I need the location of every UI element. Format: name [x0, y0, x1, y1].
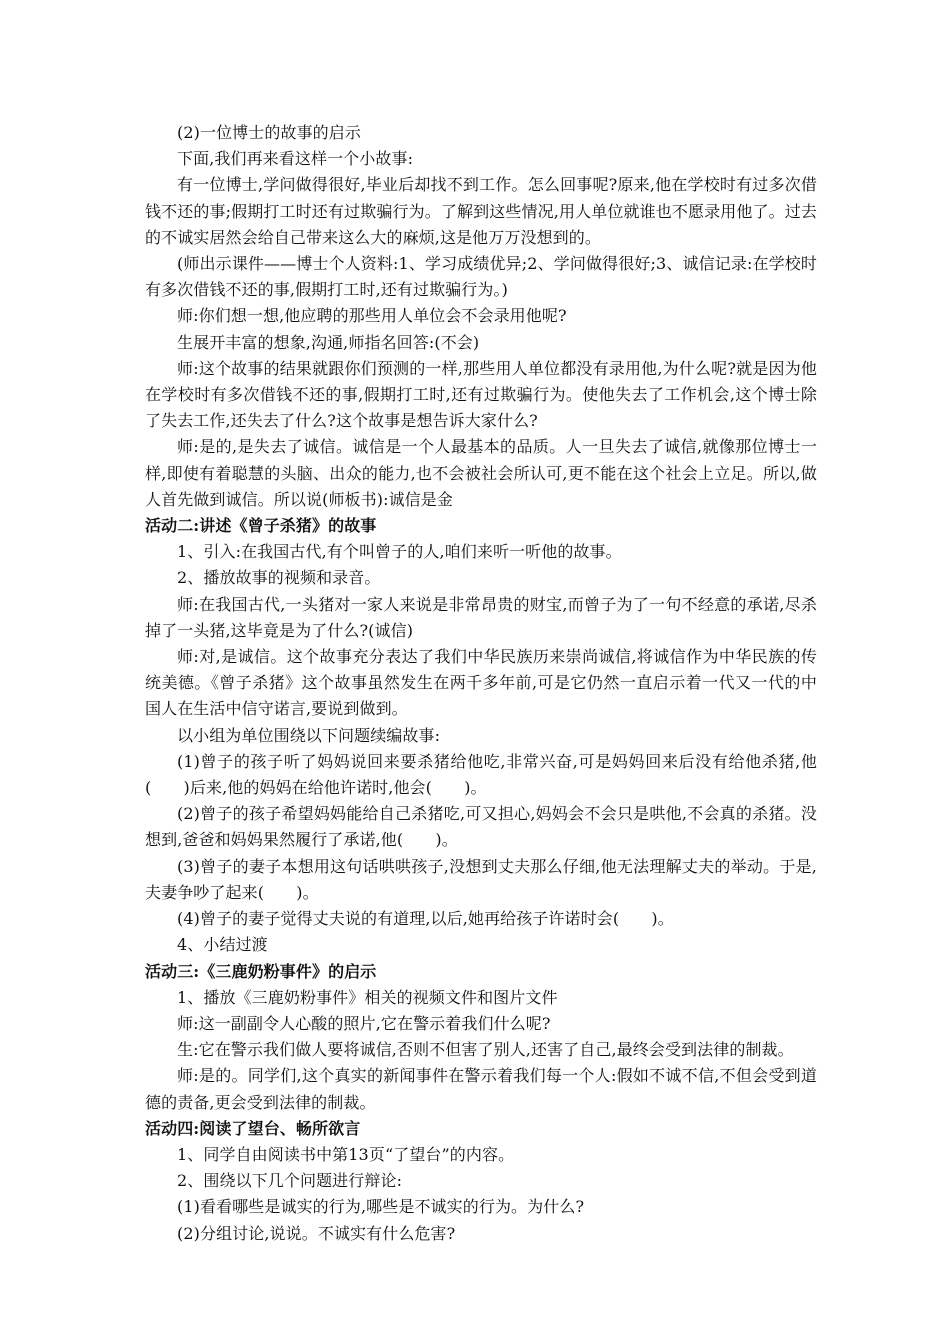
section-heading-activity-2: 活动二:讲述《曾子杀猪》的故事: [145, 516, 377, 536]
paragraph: (4)曾子的妻子觉得丈夫说的有道理,以后,她再给孩子许诺时会( )。: [177, 909, 674, 929]
paragraph: 师:在我国古代,一头猪对一家人来说是非常昂贵的财宝,而曾子为了一句不经意的承诺,尽杀掉了一头猪,这毕竟是为了什么?(诚信): [145, 594, 817, 640]
paragraph: 2、围绕以下几个问题进行辩论:: [177, 1171, 403, 1191]
paragraph: 1、播放《三鹿奶粉事件》相关的视频文件和图片文件: [177, 987, 558, 1007]
section-heading-activity-4: 活动四:阅读了望台、畅所欲言: [145, 1118, 361, 1138]
document-body: [145, 120, 817, 1247]
paragraph: 1、同学自由阅读书中第13页“了望台”的内容。: [177, 1144, 515, 1164]
paragraph: (2)分组讨论,说说。不诚实有什么危害?: [177, 1223, 456, 1243]
paragraph: 师:是的。同学们,这个真实的新闻事件在警示着我们每一个人:假如不诚不信,不但会受到道德的责备,更会受到法律的制裁。: [145, 1066, 817, 1112]
paragraph: (3)曾子的妻子本想用这句话哄哄孩子,没想到丈夫那么仔细,他无法理解丈夫的举动。于是,夫妻争吵了起来( )。: [145, 856, 817, 902]
paragraph: 以小组为单位围绕以下问题续编故事:: [177, 725, 441, 745]
paragraph: 2、播放故事的视频和录音。: [177, 568, 381, 588]
paragraph: 师:你们想一想,他应聘的那些用人单位会不会录用他呢?: [177, 306, 567, 326]
paragraph: 4、小结过渡: [177, 935, 268, 955]
paragraph: 师:这个故事的结果就跟你们预测的一样,那些用人单位都没有录用他,为什么呢?就是因为他在学校时有多次借钱不还的事,假期打工时,还有过欺骗行为。使他失去了工作机会,这个博士除了失去工作,还失去了什么?这个故事是想告诉大家什么?: [145, 358, 817, 431]
paragraph: (1)曾子的孩子听了妈妈说回来要杀猪给他吃,非常兴奋,可是妈妈回来后没有给他杀猪,他( )后来,他的妈妈在给他许诺时,他会( )。: [145, 751, 817, 798]
paragraph: 生展开丰富的想象,沟通,师指名回答:(不会): [177, 332, 480, 352]
paragraph: (2)曾子的孩子希望妈妈能给自己杀猪吃,可又担心,妈妈会不会只是哄他,不会真的杀猪。没想到,爸爸和妈妈果然履行了承诺,他( )。: [145, 804, 817, 850]
paragraph: (师出示课件——博士个人资料:1、学习成绩优异;2、学问做得很好;3、诚信记录:在学校时有多次借钱不还的事,假期打工时,还有过欺骗行为。): [145, 254, 817, 300]
paragraph: 师:是的,是失去了诚信。诚信是一个人最基本的品质。人一旦失去了诚信,就像那位博士一样,即使有着聪慧的头脑、出众的能力,也不会被社会所认可,更不能在这个社会上立足。所以,做人首先做到诚信。所以说(师板书):诚信是金: [145, 437, 817, 509]
paragraph: 生:它在警示我们做人要将诚信,否则不但害了别人,还害了自己,最终会受到法律的制裁。: [177, 1040, 794, 1060]
paragraph: (2)一位博士的故事的启示: [177, 123, 361, 142]
paragraph: (1)看看哪些是诚实的行为,哪些是不诚实的行为。为什么?: [177, 1197, 585, 1217]
section-heading-activity-3: 活动三:《三鹿奶粉事件》的启示: [145, 961, 377, 981]
paragraph: 师:对,是诚信。这个故事充分表达了我们中华民族历来崇尚诚信,将诚信作为中华民族的传统美德。《曾子杀猪》这个故事虽然发生在两千多年前,可是它仍然一直启示着一代又一代的中国人在生活中信守诺言,要说到做到。: [145, 647, 817, 719]
paragraph: 师:这一副副令人心酸的照片,它在警示着我们什么呢?: [177, 1013, 551, 1033]
paragraph: 有一位博士,学问做得很好,毕业后却找不到工作。怎么回事呢?原来,他在学校时有过多次借钱不还的事;假期打工时还有过欺骗行为。了解到这些情况,用人单位就谁也不愿录用他了。过去的不诚实居然会给自己带来这么大的麻烦,这是他万万没想到的。: [145, 175, 817, 247]
paragraph: 1、引入:在我国古代,有个叫曾子的人,咱们来听一听他的故事。: [177, 542, 622, 562]
paragraph: 下面,我们再来看这样一个小故事:: [177, 149, 414, 169]
